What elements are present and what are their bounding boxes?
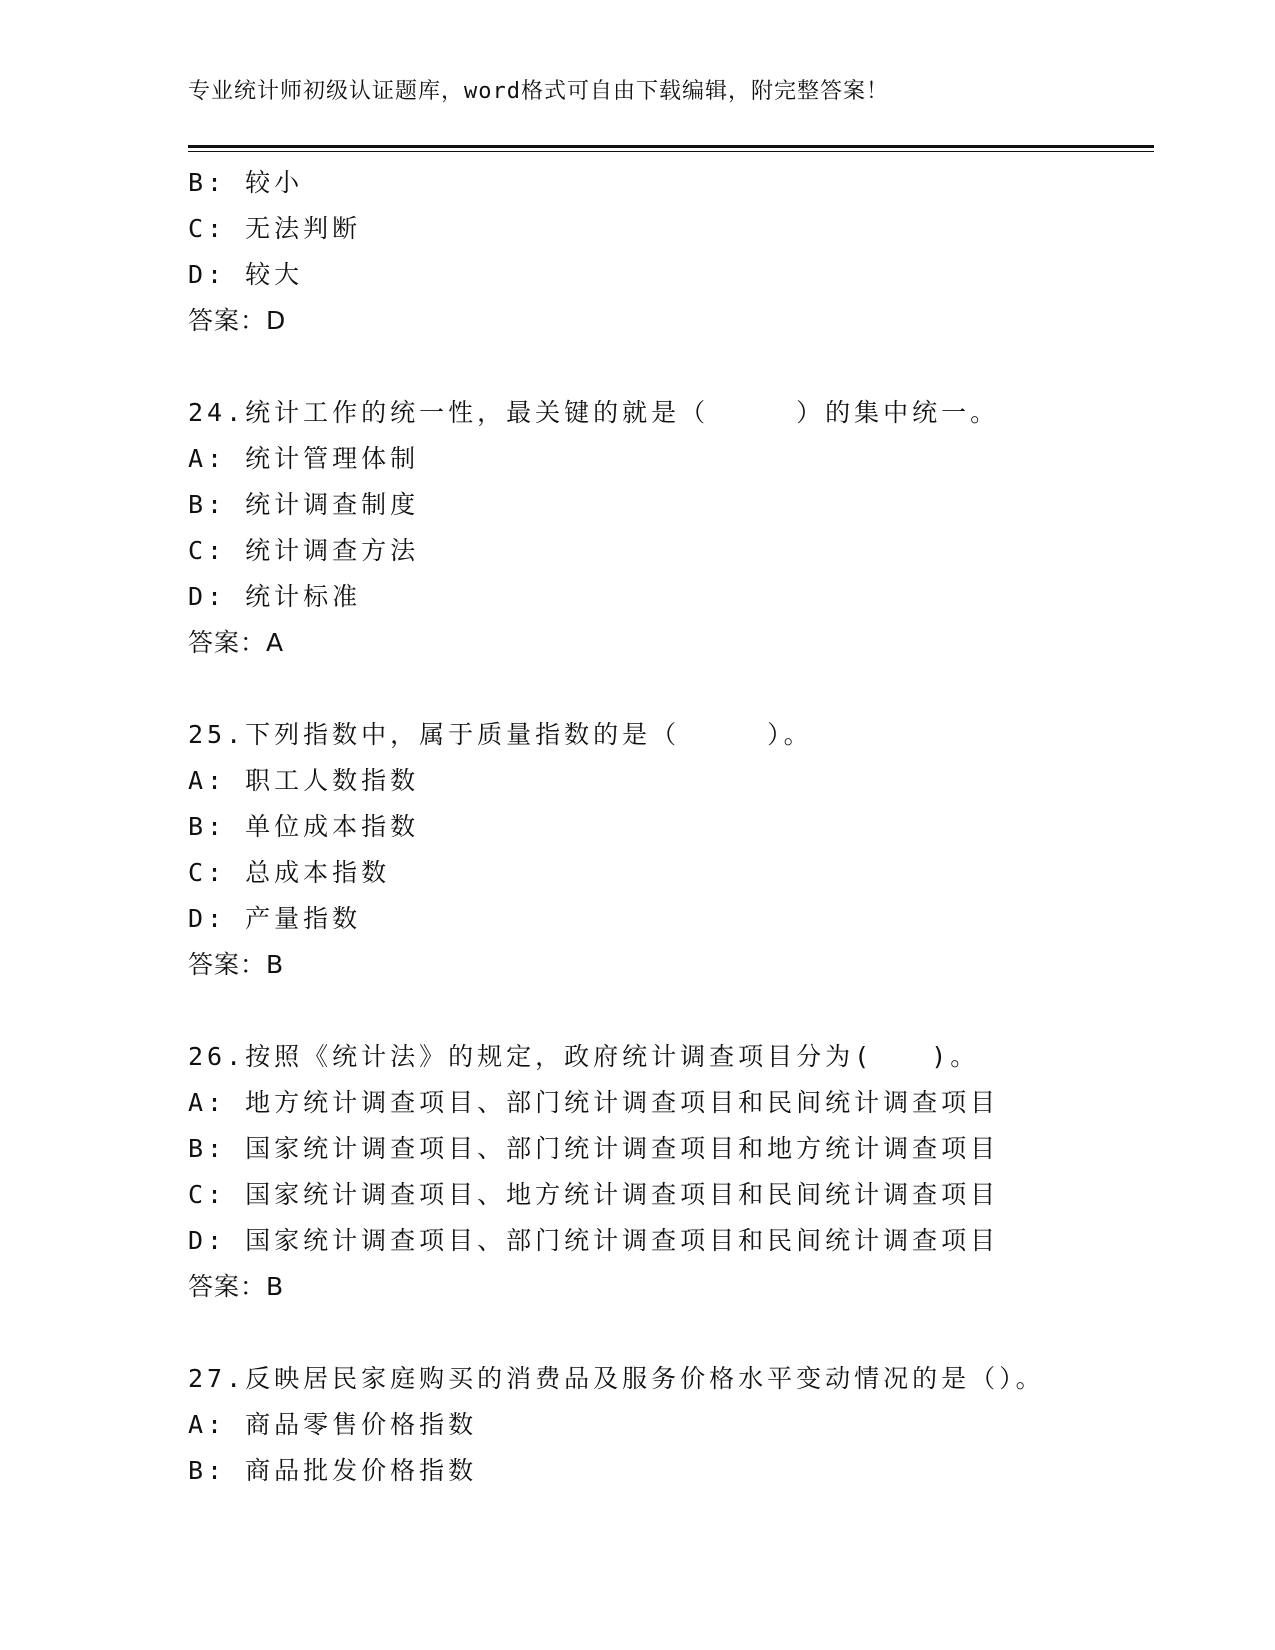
option-d: D: 统计标准 [188, 582, 362, 611]
answer: 答案：B [188, 1272, 285, 1301]
option-b: B: 商品批发价格指数 [188, 1456, 478, 1485]
question-23-continued [188, 160, 1154, 344]
question-24 [188, 390, 1154, 666]
question-stem: 27.反映居民家庭购买的消费品及服务价格水平变动情况的是（）。 [188, 1364, 1045, 1393]
option-b: B: 单位成本指数 [188, 812, 420, 841]
option-c: C: 无法判断 [188, 214, 362, 243]
page-header: 专业统计师初级认证题库，word格式可自由下载编辑，附完整答案！ [188, 79, 889, 104]
question-stem: 26.按照《统计法》的规定，政府统计调查项目分为( )。 [188, 1042, 980, 1071]
question-26 [188, 1034, 1154, 1310]
question-25 [188, 712, 1154, 988]
option-b: B: 较小 [188, 168, 304, 197]
option-a: A: 商品零售价格指数 [188, 1410, 478, 1439]
option-a: A: 地方统计调查项目、部门统计调查项目和民间统计调查项目 [188, 1088, 1000, 1117]
option-c: C: 统计调查方法 [188, 536, 420, 565]
answer: 答案：B [188, 950, 285, 979]
answer: 答案：D [188, 306, 287, 335]
question-stem: 25.下列指数中，属于质量指数的是（ ）。 [188, 720, 813, 749]
header-rule-thick [188, 145, 1154, 148]
spacer [188, 1310, 1154, 1356]
option-b: B: 统计调查制度 [188, 490, 420, 519]
answer: 答案：A [188, 628, 285, 657]
question-27 [188, 1356, 1154, 1494]
option-a: A: 职工人数指数 [188, 766, 420, 795]
spacer [188, 666, 1154, 712]
option-d: D: 较大 [188, 260, 304, 289]
option-d: D: 国家统计调查项目、部门统计调查项目和民间统计调查项目 [188, 1226, 1000, 1255]
spacer [188, 344, 1154, 390]
option-b: B: 国家统计调查项目、部门统计调查项目和地方统计调查项目 [188, 1134, 1000, 1163]
document-content [188, 160, 1154, 1494]
option-c: C: 总成本指数 [188, 858, 391, 887]
option-c: C: 国家统计调查项目、地方统计调查项目和民间统计调查项目 [188, 1180, 1000, 1209]
option-d: D: 产量指数 [188, 904, 362, 933]
option-a: A: 统计管理体制 [188, 444, 420, 473]
spacer [188, 988, 1154, 1034]
question-stem: 24.统计工作的统一性，最关键的就是（ ）的集中统一。 [188, 398, 1000, 427]
header-rule-thin [188, 151, 1154, 152]
